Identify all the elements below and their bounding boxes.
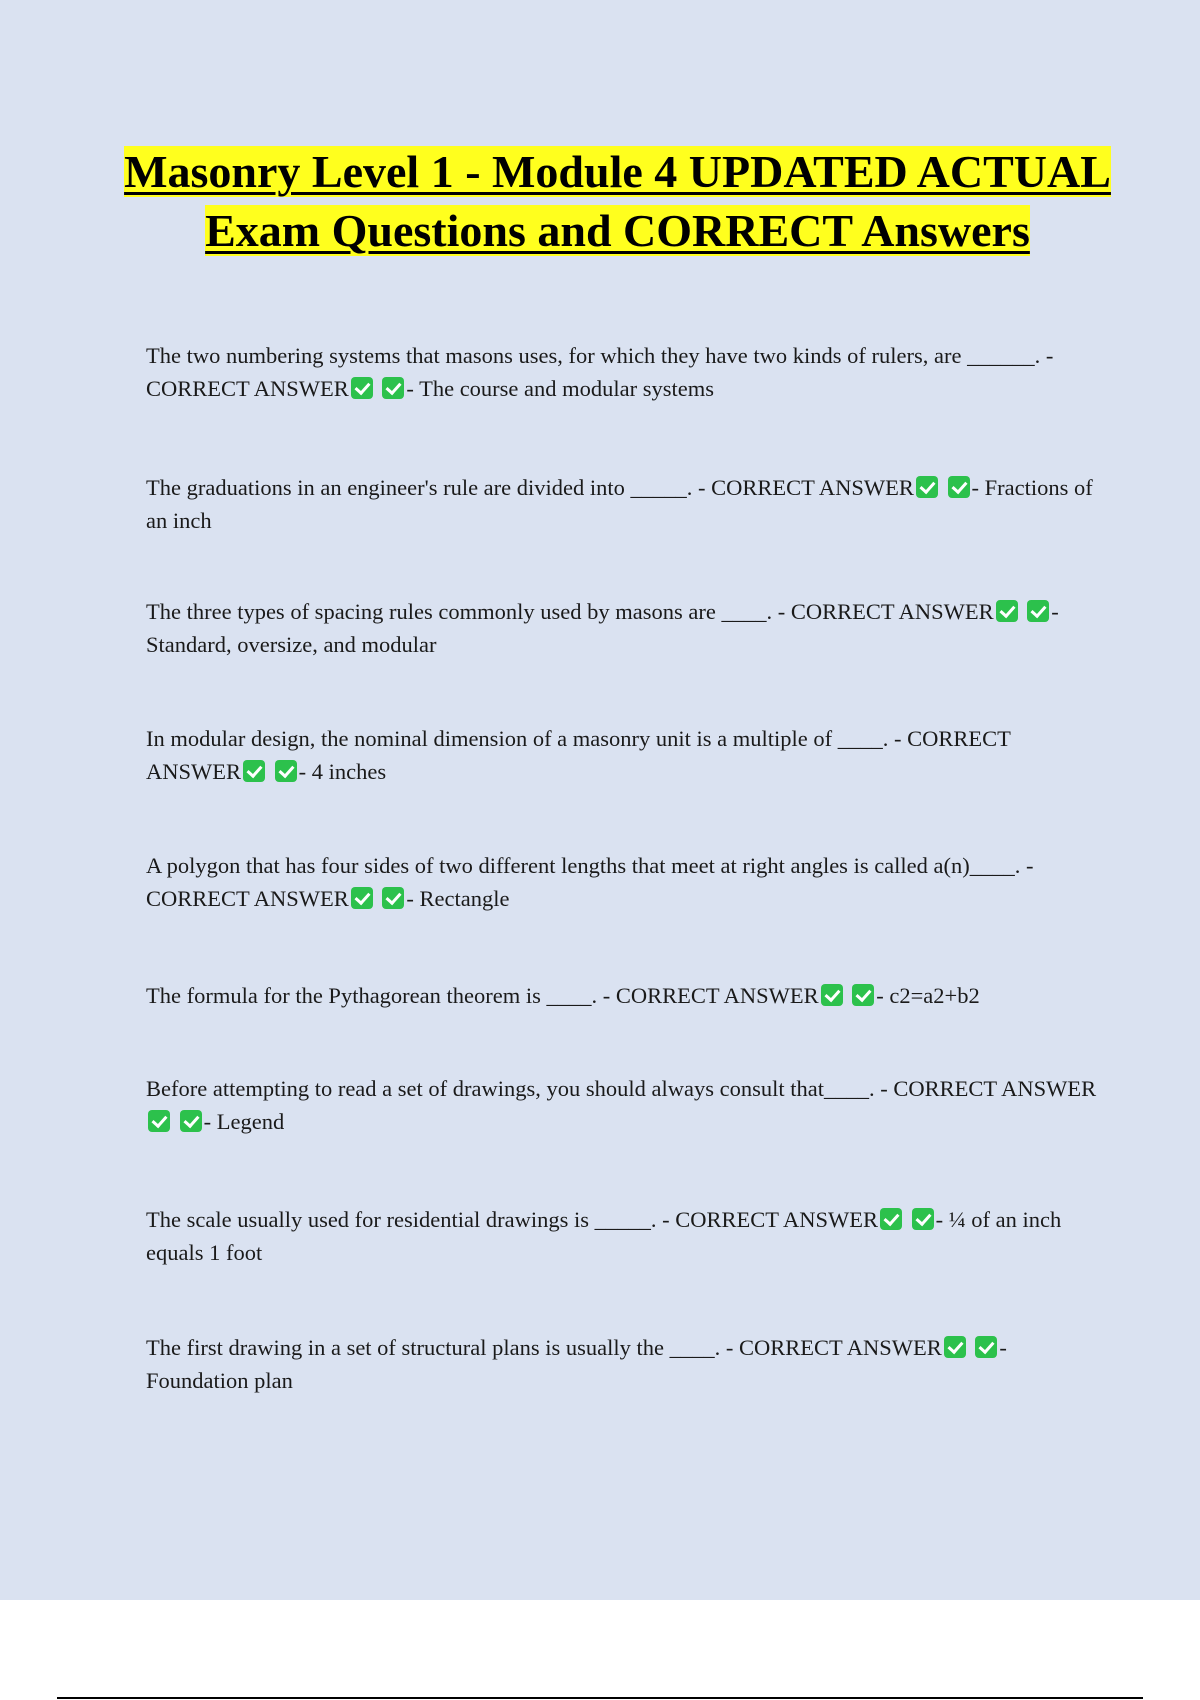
question-text: The first drawing in a set of structural plans is usually the ____. (146, 1335, 721, 1360)
question-text: A polygon that has four sides of two different lengths that meet at right angles is called a(n)____. (146, 853, 1021, 878)
qa-item-5 (146, 849, 1101, 915)
answer-text: - Rectangle (406, 886, 510, 911)
qa-item-2 (146, 471, 1101, 537)
document-title (120, 142, 1115, 260)
answer-label: - CORRECT ANSWER (662, 1207, 878, 1232)
qa-item-1 (146, 339, 1101, 405)
check-mark-icon (944, 1336, 966, 1358)
answer-label: - CORRECT ANSWER (146, 343, 1054, 401)
answer-text: - Fractions of an inch (146, 475, 1093, 533)
question-text: Before attempting to read a set of drawings, you should always consult that____. (146, 1076, 875, 1101)
check-mark-icon (880, 1208, 902, 1230)
qa-item-9 (146, 1331, 1101, 1397)
answer-label: - CORRECT ANSWER (602, 983, 819, 1008)
check-mark-icon (916, 476, 938, 498)
check-mark-icon (275, 760, 297, 782)
check-mark-icon (382, 887, 404, 909)
answer-text: - ¼ of an inch equals 1 foot (146, 1207, 1062, 1265)
footer-divider (57, 1697, 1143, 1699)
question-text: The graduations in an engineer's rule are divided into _____. (146, 475, 693, 500)
answer-text: - Standard, oversize, and modular (146, 599, 1059, 657)
qa-item-8 (146, 1203, 1101, 1269)
qa-item-6 (146, 979, 1101, 1012)
qa-item-4 (146, 722, 1101, 788)
answer-text: - Legend (203, 1109, 285, 1134)
check-mark-icon (975, 1336, 997, 1358)
question-text: In modular design, the nominal dimension of a masonry unit is a multiple of ____. (146, 726, 889, 751)
answer-label: - CORRECT ANSWER (777, 599, 994, 624)
check-mark-icon (351, 377, 373, 399)
answer-text: - Foundation plan (146, 1335, 1007, 1393)
question-text: The scale usually used for residential drawings is _____. (146, 1207, 657, 1232)
check-mark-icon (180, 1110, 202, 1132)
answer-label: - CORRECT ANSWER (698, 475, 914, 500)
question-text: The two numbering systems that masons uses, for which they have two kinds of rulers, are ______. (146, 343, 1041, 368)
check-mark-icon (243, 760, 265, 782)
document-title-text: Masonry Level 1 - Module 4 UPDATED ACTUAL Exam Questions and CORRECT Answers (124, 146, 1111, 256)
answer-text: - The course and modular systems (406, 376, 715, 401)
check-mark-icon (852, 984, 874, 1006)
answer-label: - CORRECT ANSWER (146, 726, 1011, 784)
answer-label: - CORRECT ANSWER (880, 1076, 1097, 1101)
check-mark-icon (382, 377, 404, 399)
check-mark-icon (1027, 600, 1049, 622)
qa-item-7 (146, 1072, 1101, 1138)
answer-label: - CORRECT ANSWER (725, 1335, 942, 1360)
answer-text: - c2=a2+b2 (876, 983, 980, 1008)
check-mark-icon (996, 600, 1018, 622)
check-mark-icon (948, 476, 970, 498)
qa-item-3 (146, 595, 1101, 661)
check-mark-icon (351, 887, 373, 909)
check-mark-icon (912, 1208, 934, 1230)
check-mark-icon (148, 1110, 170, 1132)
answer-label: - CORRECT ANSWER (146, 853, 1034, 911)
question-text: The three types of spacing rules commonly used by masons are ____. (146, 599, 773, 624)
check-mark-icon (821, 984, 843, 1006)
question-text: The formula for the Pythagorean theorem is ____. (146, 983, 598, 1008)
answer-text: - 4 inches (298, 759, 387, 784)
